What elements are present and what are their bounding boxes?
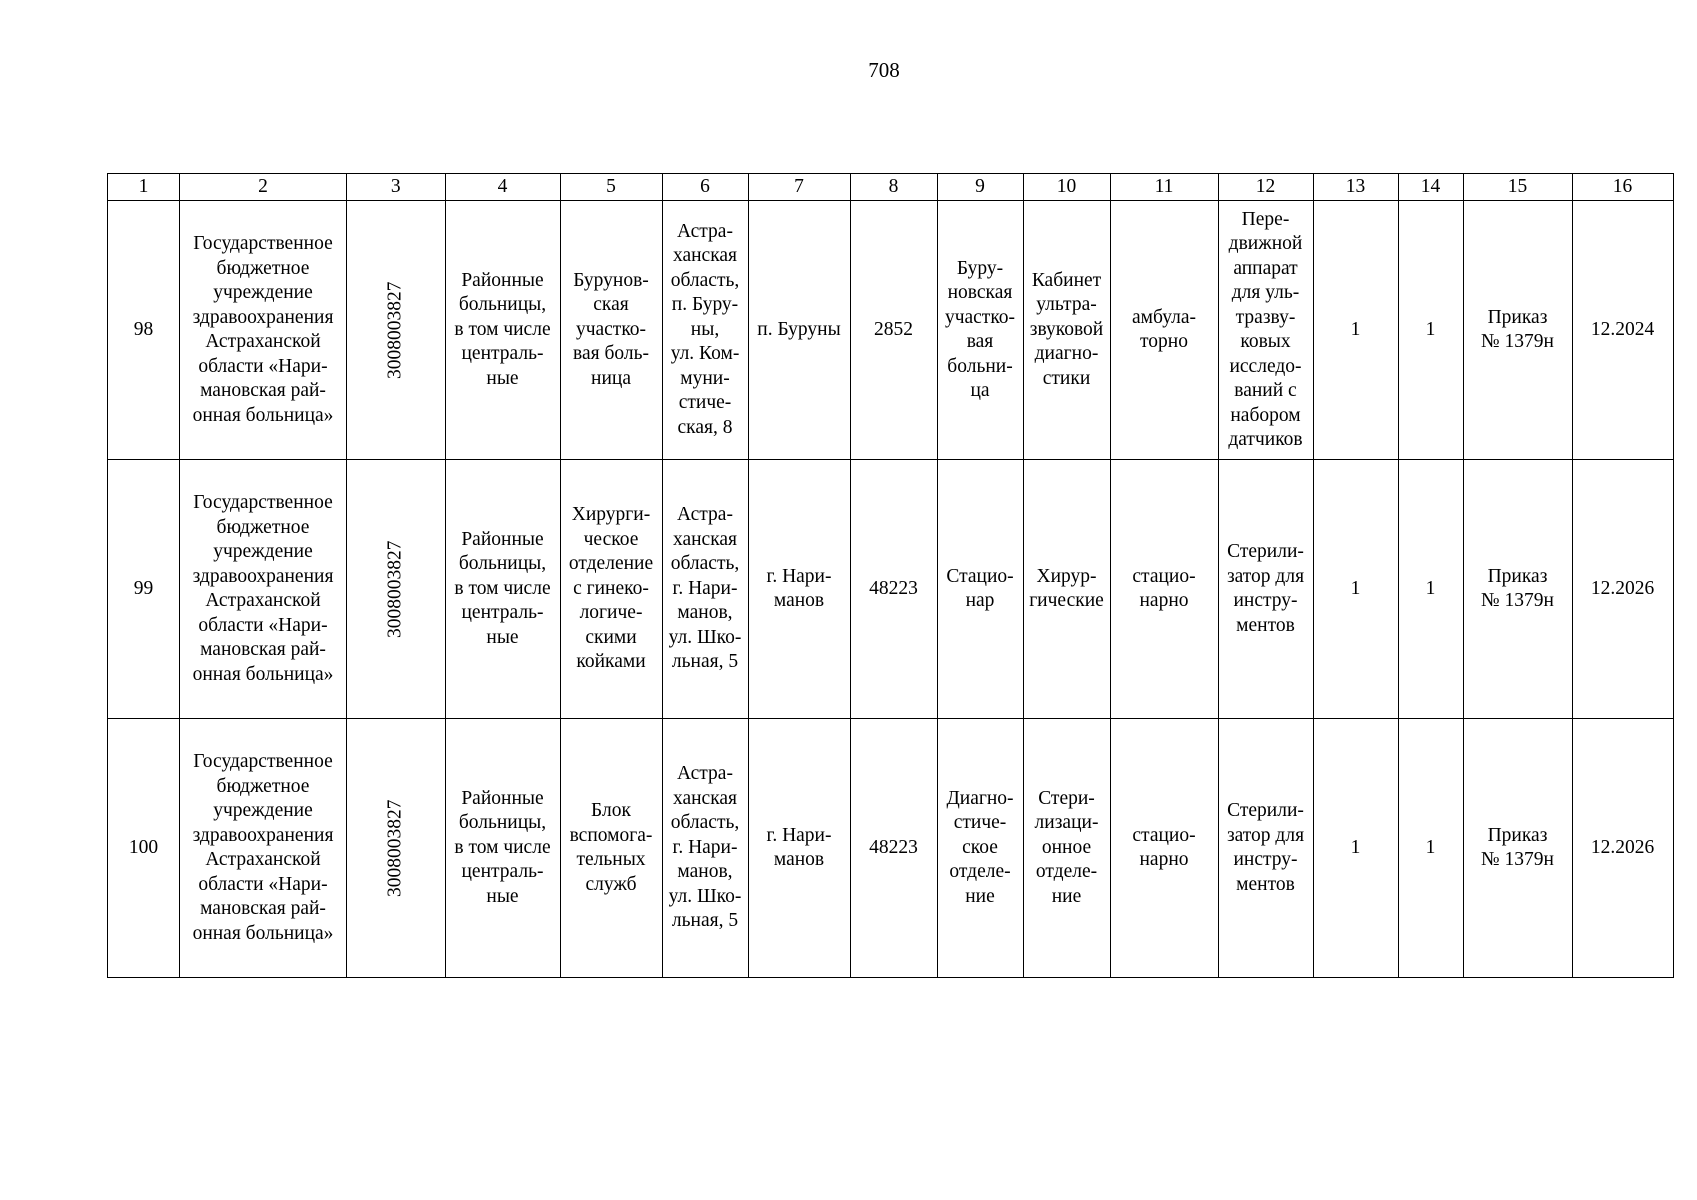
column-number: 8: [850, 174, 937, 201]
row-number: 99: [108, 460, 180, 719]
inn-cell: [347, 719, 446, 978]
unit-cell: Бурунов- ская участко- вая боль- ница: [560, 201, 662, 460]
care-mode-cell: стацио- нарно: [1110, 460, 1218, 719]
column-number: 9: [937, 174, 1023, 201]
quantity-cell: 1: [1398, 460, 1463, 719]
care-mode-cell: стацио- нарно: [1110, 719, 1218, 978]
column-number: 15: [1463, 174, 1572, 201]
locality-cell: г. Нари- манов: [748, 460, 850, 719]
room-cell: Стери- лизаци- онное отделе- ние: [1023, 719, 1110, 978]
quantity-cell: 1: [1313, 719, 1398, 978]
column-number: 2: [180, 174, 347, 201]
facility-type-cell: Районные больницы, в том числе централь- ные: [445, 719, 560, 978]
column-number: 6: [662, 174, 748, 201]
column-number: 3: [347, 174, 446, 201]
organization-cell: Государственное бюджетное учреждение здравоохранения Астраханской области «Нари- мановская рай- онная больница»: [180, 460, 347, 719]
date-cell: 12.2026: [1572, 460, 1673, 719]
inn-value: 3008003827: [384, 281, 406, 379]
row-number: 100: [108, 719, 180, 978]
quantity-cell: 1: [1398, 719, 1463, 978]
population-cell: 48223: [850, 719, 937, 978]
inn-cell: [347, 201, 446, 460]
room-cell: Кабинет ультра- звуковой диагно- стики: [1023, 201, 1110, 460]
inn-value: 3008003827: [384, 540, 406, 638]
department-cell: Диагно- стиче- ское отделе- ние: [937, 719, 1023, 978]
date-cell: 12.2024: [1572, 201, 1673, 460]
locality-cell: п. Буруны: [748, 201, 850, 460]
column-number: 16: [1572, 174, 1673, 201]
equipment-cell: Пере- движной аппарат для уль- тразву- ковых исследо- ваний с набором датчиков: [1218, 201, 1313, 460]
row-number: 98: [108, 201, 180, 460]
equipment-registry-table: [107, 173, 1674, 978]
organization-cell: Государственное бюджетное учреждение здравоохранения Астраханской области «Нари- мановская рай- онная больница»: [180, 201, 347, 460]
date-cell: 12.2026: [1572, 719, 1673, 978]
table-row: [108, 460, 1674, 719]
column-number: 1: [108, 174, 180, 201]
order-cell: Приказ № 1379н: [1463, 719, 1572, 978]
quantity-cell: 1: [1313, 460, 1398, 719]
table-row: [108, 201, 1674, 460]
column-number: 7: [748, 174, 850, 201]
column-number: 11: [1110, 174, 1218, 201]
equipment-cell: Стерили- затор для инстру- ментов: [1218, 460, 1313, 719]
facility-type-cell: Районные больницы, в том числе централь- ные: [445, 460, 560, 719]
unit-cell: Хирурги- ческое отделение с гинеко- логиче- скими койками: [560, 460, 662, 719]
quantity-cell: 1: [1313, 201, 1398, 460]
address-cell: Астра- ханская область, п. Буру- ны, ул. Ком- муни- стиче- ская, 8: [662, 201, 748, 460]
unit-cell: Блок вспомога- тельных служб: [560, 719, 662, 978]
inn-value: 3008003827: [384, 799, 406, 897]
column-number: 13: [1313, 174, 1398, 201]
room-cell: Хирур- гические: [1023, 460, 1110, 719]
column-number: 12: [1218, 174, 1313, 201]
population-cell: 48223: [850, 460, 937, 719]
equipment-cell: Стерили- затор для инстру- ментов: [1218, 719, 1313, 978]
column-number-row: [108, 174, 1674, 201]
department-cell: Стацио- нар: [937, 460, 1023, 719]
facility-type-cell: Районные больницы, в том числе централь- ные: [445, 201, 560, 460]
order-cell: Приказ № 1379н: [1463, 460, 1572, 719]
column-number: 10: [1023, 174, 1110, 201]
organization-cell: Государственное бюджетное учреждение здравоохранения Астраханской области «Нари- мановская рай- онная больница»: [180, 719, 347, 978]
column-number: 14: [1398, 174, 1463, 201]
order-cell: Приказ № 1379н: [1463, 201, 1572, 460]
population-cell: 2852: [850, 201, 937, 460]
locality-cell: г. Нари- манов: [748, 719, 850, 978]
care-mode-cell: амбула- торно: [1110, 201, 1218, 460]
column-number: 5: [560, 174, 662, 201]
department-cell: Буру- новская участко- вая больни- ца: [937, 201, 1023, 460]
quantity-cell: 1: [1398, 201, 1463, 460]
inn-cell: [347, 460, 446, 719]
address-cell: Астра- ханская область, г. Нари- манов, ул. Шко- льная, 5: [662, 460, 748, 719]
table-row: [108, 719, 1674, 978]
column-number: 4: [445, 174, 560, 201]
address-cell: Астра- ханская область, г. Нари- манов, ул. Шко- льная, 5: [662, 719, 748, 978]
page-number: 708: [868, 58, 900, 82]
